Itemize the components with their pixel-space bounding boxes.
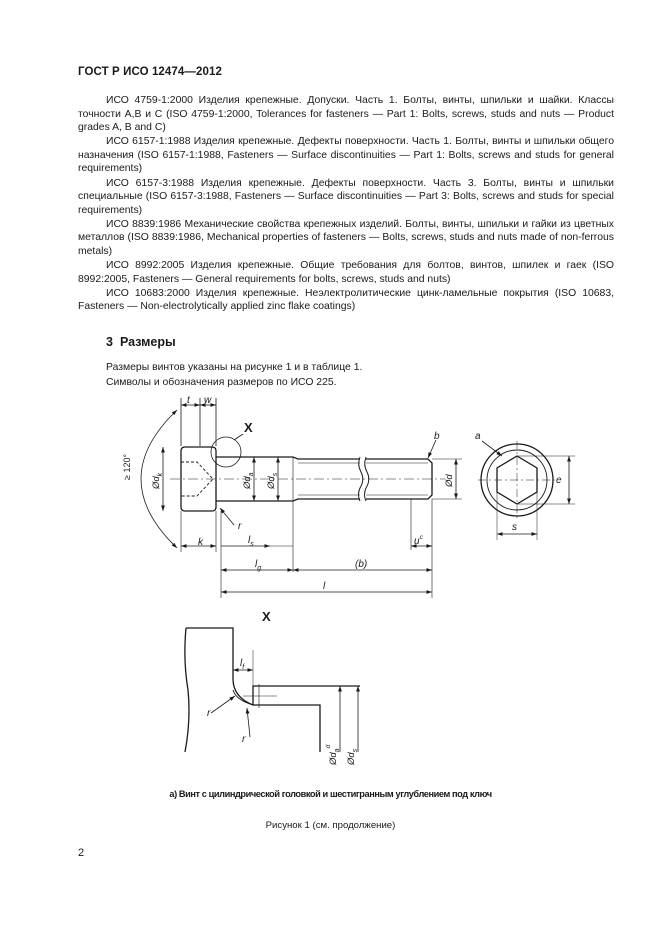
label-r: r	[238, 521, 242, 532]
label-w: w	[204, 395, 212, 406]
label-angle: ≥ 120°	[122, 453, 132, 480]
reference-iso-6157-3: ИСО 6157-3:1988 Изделия крепежные. Дефекты поверхности. Часть 3. Болты, винты и шпильки специальные (ISO 6157-3:1988, Fasteners — Surface discontinuities — Part 3: Bolts, screws and studs for special requirements)	[78, 177, 614, 216]
label-u: $u^c$	[414, 534, 423, 547]
label-b-length: (b)	[355, 559, 368, 570]
label-detail-r1: r	[207, 708, 211, 719]
document-header: ГОСТ Р ИСО 12474—2012	[78, 66, 223, 78]
figure-caption: Рисунок 1 (см. продолжение)	[265, 820, 396, 831]
label-t: t	[187, 395, 190, 406]
section-number: 3	[106, 335, 113, 349]
section-paragraph: Символы и обозначения размеров по ИСО 225.	[106, 377, 337, 388]
label-s: s	[512, 522, 517, 533]
label-detail-ds: $Ød_s$	[346, 748, 359, 765]
label-k: k	[198, 537, 203, 548]
label-da: $Ød_a$	[242, 472, 255, 489]
section-paragraph: Размеры винтов указаны на рисунке 1 и в таблице 1.	[106, 362, 363, 373]
page-number: 2	[78, 847, 85, 859]
reference-iso-8839: ИСО 8839:1986 Механические свойства крепежных изделий. Болты, винты, шпильки и гайки из цветных металлов (ISO 8839:1986, Mechanical properties of fasteners — Bolts, screws, studs and nuts made of non-ferrous metals)	[78, 218, 614, 258]
label-ls: $l_s$	[248, 535, 254, 548]
label-l: l	[323, 581, 326, 592]
reference-iso-4759-1: ИСО 4759-1:2000 Изделия крепежные. Допуски. Часть 1. Болты, винты, шпильки и шайки. Классы точности A,B и C (ISO 4759-1:2000, Tolerances for fasteners — Part 1: Bolts, screws, studs and nuts — Product grades A, B and C)	[78, 95, 614, 134]
screw-end-view	[478, 441, 575, 540]
label-lf: $l_f$	[240, 658, 245, 671]
label-dk: $Ød_k$	[151, 472, 164, 489]
label-d: Ød	[444, 474, 455, 487]
reference-iso-6157-1: ИСО 6157-1:1988 Изделия крепежные. Дефекты поверхности. Часть 1. Болты, винты и шпильки общего назначения (ISO 6157-1:1988, Fasteners — Surface discontinuities — Part 1: Bolts, screws and studs for general requirements)	[78, 136, 614, 175]
detail-x-dimensions	[211, 650, 358, 752]
detail-title: X	[262, 609, 271, 624]
reference-iso-8992: ИСО 8992:2005 Изделия крепежные. Общие требования для болтов, винтов, шпилек и гаек (ISO 8992:2005, Fasteners — General requirements for bolts, screws, studs and nuts)	[78, 260, 614, 285]
label-ds: $Ød_s$	[266, 472, 279, 489]
label-detail-da: $Ød_a^d$	[325, 744, 341, 765]
label-detail-r2: r	[242, 734, 246, 745]
label-a-marker: a	[475, 431, 481, 442]
screw-side-view	[170, 447, 445, 511]
main-dimensions	[141, 398, 462, 598]
label-b-arrow: b	[434, 431, 440, 442]
label-detail-marker: X	[244, 420, 253, 435]
reference-iso-10683: ИСО 10683:2000 Изделия крепежные. Неэлектролитические цинк-ламельные покрытия (ISO 10683, Fasteners — Non-electrolytically applied zinc flake coatings)	[78, 287, 614, 313]
detail-x-drawing	[185, 628, 360, 752]
figure-subcaption: a) Винт с цилиндрической головкой и шестигранным углублением под ключ	[169, 789, 492, 799]
label-lg: $l_g$	[255, 559, 262, 572]
label-e: e	[556, 475, 562, 486]
section-title: Размеры	[119, 335, 176, 349]
